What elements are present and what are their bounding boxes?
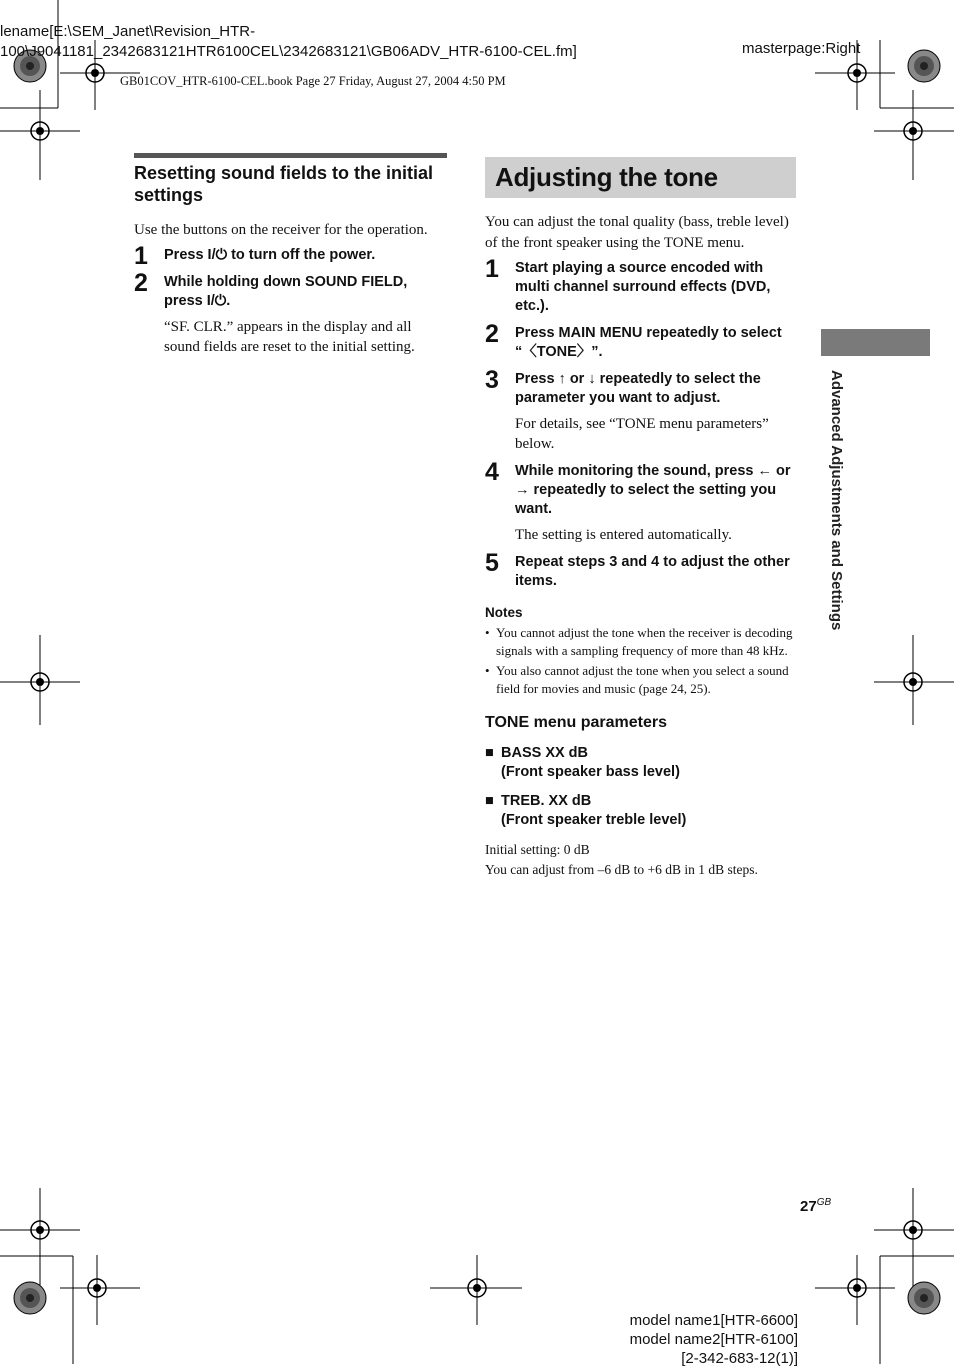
step-item	[485, 320, 796, 362]
book-info-label: GB01COV_HTR-6100-CEL.book Page 27 Friday, August 27, 2004 4:50 PM	[120, 74, 506, 88]
step-number: 4	[485, 458, 499, 486]
left-column	[134, 153, 447, 365]
side-tab-marker	[821, 329, 930, 356]
side-tab	[828, 370, 848, 670]
note-item	[485, 662, 796, 698]
section-intro: Use the buttons on the receiver for the operation.	[134, 222, 428, 238]
step-text: Press I/⏻ to turn off the power.	[164, 247, 376, 263]
step-item	[134, 269, 447, 357]
step-note: The setting is entered automatically.	[515, 527, 732, 543]
step-number: 2	[485, 320, 499, 348]
square-bullet-icon: ■	[485, 745, 494, 761]
param-item	[485, 792, 796, 830]
step-text: While holding down SOUND FIELD, press I/⏻.	[164, 274, 408, 309]
page-suffix: GB	[816, 1197, 832, 1208]
step-number: 3	[485, 366, 499, 394]
step-note: “SF. CLR.” appears in the display and all sound fields are reset to the initial setting.	[164, 319, 415, 355]
page-number-value: 27	[800, 1198, 817, 1215]
range-text: You can adjust from –6 dB to +6 dB in 1 dB steps.	[485, 862, 758, 877]
square-bullet-icon: ■	[485, 793, 494, 809]
step-text: Press ↑ or ↓ repeatedly to select the parameter you want to adjust.	[515, 371, 761, 406]
section-heading-reset: Resetting sound fields to the initial settings	[134, 163, 434, 205]
params-heading: TONE menu parameters	[485, 714, 667, 731]
note-text: You cannot adjust the tone when the receiver is decoding signals with a sampling frequency of more than 48 kHz.	[496, 625, 793, 658]
section-heading-tone: Adjusting the tone	[485, 157, 796, 198]
step-number: 5	[485, 549, 499, 577]
notes-heading: Notes	[485, 605, 523, 620]
step-text: While monitoring the sound, press ← or → repeatedly to select the setting you want.	[515, 463, 791, 517]
step-number: 1	[134, 242, 148, 270]
step-item	[485, 549, 796, 591]
section-intro: You can adjust the tonal quality (bass, treble level) of the front speaker using the TONE menu.	[485, 214, 789, 251]
step-text: Start playing a source encoded with multi channel surround effects (DVD, etc.).	[515, 260, 771, 314]
right-column	[485, 157, 796, 880]
side-tab-label: Advanced Adjustments and Settings	[828, 370, 845, 631]
footer-models	[630, 1311, 798, 1368]
masterpage-label: masterpage:Right	[742, 40, 861, 57]
param-desc: (Front speaker bass level)	[501, 764, 680, 780]
part-code: [2-342-683-12(1)]	[681, 1350, 798, 1367]
param-item	[485, 744, 796, 782]
section-rule	[134, 153, 447, 158]
param-desc: (Front speaker treble level)	[501, 812, 687, 828]
step-note: For details, see “TONE menu parameters” below.	[515, 416, 769, 452]
note-text: You also cannot adjust the tone when you select a sound field for movies and music (page 24, 25).	[496, 663, 789, 696]
model-name-1: model name1[HTR-6600]	[629, 1312, 798, 1329]
file-path-label: lename[E:\SEM_Janet\Revision_HTR- 100\J9041181_2342683121HTR6100CEL\2342683121\GB06ADV_HTR-6100-CEL.fm]	[0, 23, 577, 60]
initial-setting-text: Initial setting: 0 dB	[485, 842, 590, 857]
param-name: TREB. XX dB	[501, 793, 592, 809]
bullet-icon: •	[485, 625, 490, 640]
param-name: BASS XX dB	[501, 745, 589, 761]
step-text: Press MAIN MENU repeatedly to select “〈TONE〉”.	[515, 325, 782, 360]
step-item	[134, 242, 447, 270]
bullet-icon: •	[485, 663, 490, 678]
page-number	[800, 1197, 831, 1215]
step-number: 1	[485, 255, 499, 283]
note-item	[485, 624, 796, 660]
step-item	[485, 255, 796, 316]
step-text: Repeat steps 3 and 4 to adjust the other items.	[515, 554, 790, 589]
step-number: 2	[134, 269, 148, 297]
step-item	[485, 366, 796, 454]
model-name-2: model name2[HTR-6100]	[629, 1331, 798, 1348]
step-item	[485, 458, 796, 545]
